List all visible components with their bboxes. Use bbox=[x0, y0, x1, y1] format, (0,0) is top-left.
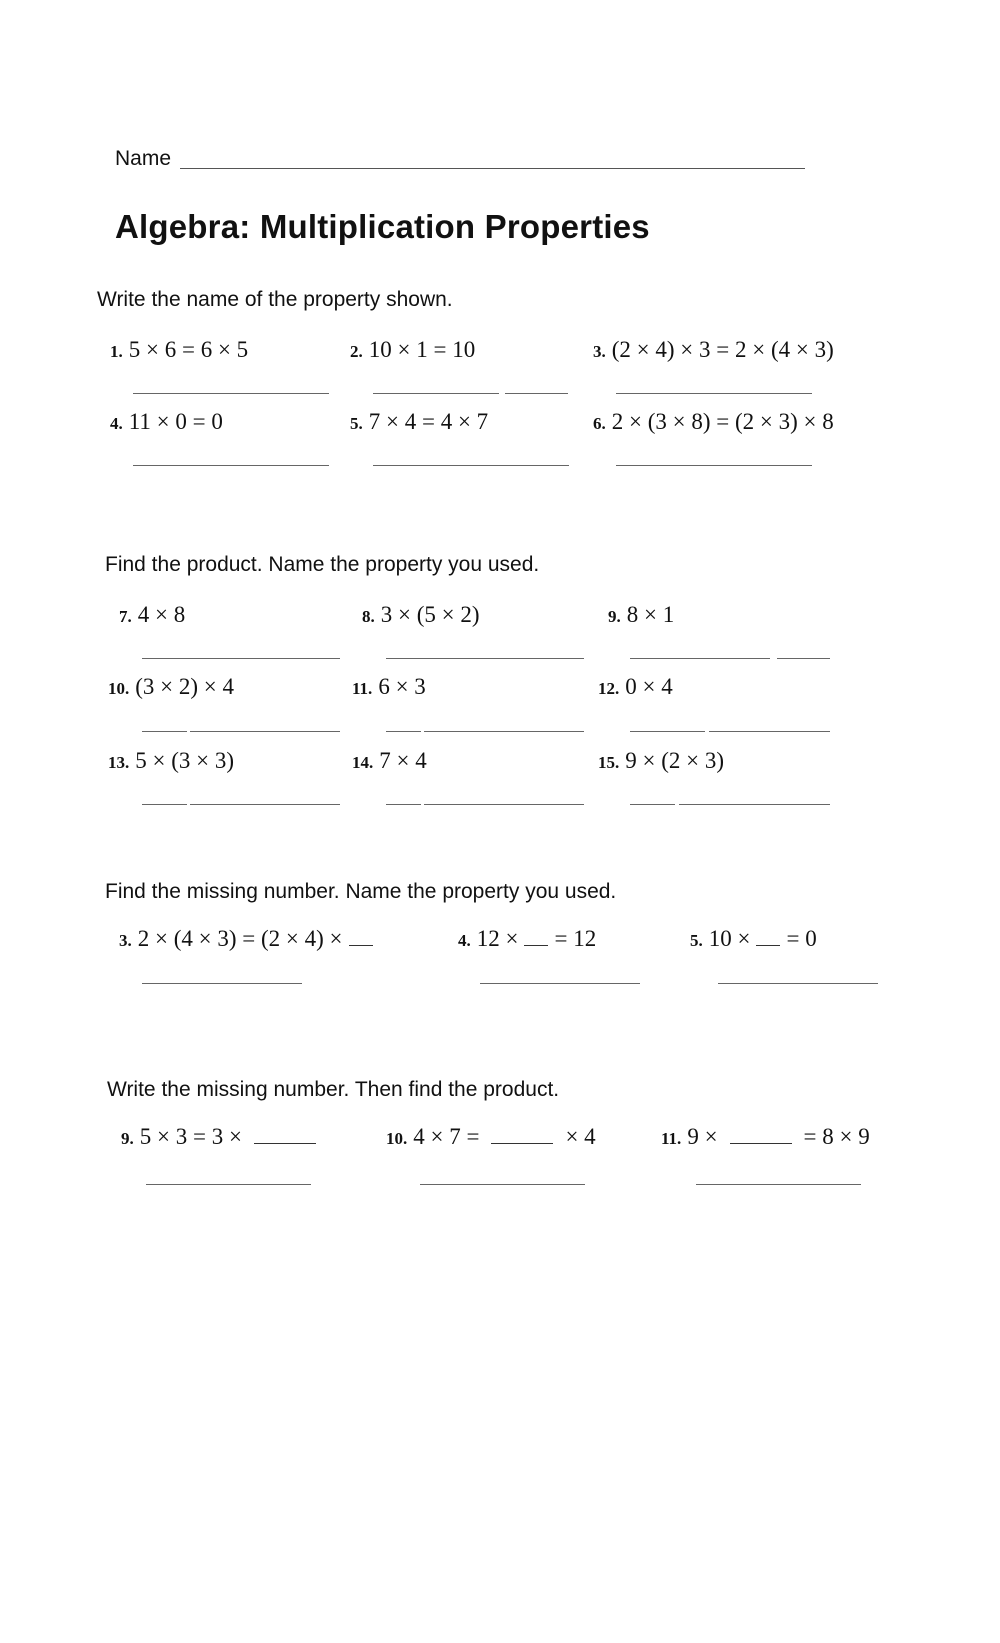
problem-left: 5 × 3 = 3 × bbox=[139, 1124, 242, 1149]
problem-expression: (3 × 2) × 4 bbox=[135, 674, 235, 699]
problem-number: 4. bbox=[110, 414, 123, 433]
answer-line-missing-5[interactable] bbox=[718, 983, 878, 984]
problem-number: 15. bbox=[598, 753, 620, 772]
answer-line-8[interactable] bbox=[386, 658, 584, 659]
problem-expression: 8 × 1 bbox=[626, 602, 675, 627]
problem-expression: 3 × (5 × 2) bbox=[380, 602, 480, 627]
problem-expression: 2 × (3 × 8) = (2 × 3) × 8 bbox=[611, 409, 834, 434]
problem-11 bbox=[352, 674, 426, 700]
answer-line-4[interactable] bbox=[133, 465, 329, 466]
problem-10 bbox=[108, 674, 234, 700]
answer-line-13a[interactable] bbox=[142, 804, 187, 805]
problem-number: 11. bbox=[352, 679, 373, 698]
answer-line-7[interactable] bbox=[142, 658, 340, 659]
answer-line-12a[interactable] bbox=[630, 731, 705, 732]
problem-14 bbox=[352, 748, 427, 774]
problem-8 bbox=[362, 602, 480, 628]
missing-number-blank[interactable] bbox=[730, 1142, 792, 1144]
problem-4 bbox=[110, 409, 223, 435]
missing-problem-4 bbox=[458, 926, 596, 952]
section3-instruction: Find the missing number. Name the property you used. bbox=[105, 880, 617, 903]
problem-expression: 6 × 3 bbox=[378, 674, 426, 699]
answer-line-9a[interactable] bbox=[630, 658, 770, 659]
missing-number-blank[interactable] bbox=[756, 944, 780, 946]
answer-line-2a[interactable] bbox=[373, 393, 499, 394]
problem-left: 9 × bbox=[687, 1124, 718, 1149]
product-problem-10 bbox=[386, 1124, 596, 1150]
answer-line-10a[interactable] bbox=[142, 731, 187, 732]
answer-line-missing-4[interactable] bbox=[480, 983, 640, 984]
missing-problem-5 bbox=[690, 926, 817, 952]
problem-number: 5. bbox=[690, 931, 703, 950]
problem-expression: 11 × 0 = 0 bbox=[128, 409, 223, 434]
problem-right: = 8 × 9 bbox=[803, 1124, 870, 1149]
section4-instruction: Write the missing number. Then find the product. bbox=[107, 1078, 560, 1101]
problem-3 bbox=[593, 337, 834, 363]
section1-instruction: Write the name of the property shown. bbox=[97, 288, 453, 311]
answer-line-10b[interactable] bbox=[190, 731, 340, 732]
problem-right: = 0 bbox=[786, 926, 817, 951]
name-answer-line[interactable] bbox=[180, 168, 805, 169]
problem-number: 10. bbox=[386, 1129, 408, 1148]
problem-1 bbox=[110, 337, 248, 363]
problem-expression: 4 × 8 bbox=[137, 602, 186, 627]
problem-expression: 9 × (2 × 3) bbox=[625, 748, 725, 773]
problem-7 bbox=[119, 602, 185, 628]
problem-number: 1. bbox=[110, 342, 123, 361]
problem-left: 12 × bbox=[476, 926, 519, 951]
problem-6 bbox=[593, 409, 834, 435]
answer-line-3[interactable] bbox=[616, 393, 812, 394]
answer-line-9b[interactable] bbox=[777, 658, 830, 659]
problem-number: 5. bbox=[350, 414, 363, 433]
problem-number: 3. bbox=[119, 931, 132, 950]
problem-left: 2 × (4 × 3) = (2 × 4) × bbox=[137, 926, 343, 951]
problem-number: 10. bbox=[108, 679, 130, 698]
problem-number: 6. bbox=[593, 414, 606, 433]
problem-expression: 10 × 1 = 10 bbox=[368, 337, 476, 362]
product-problem-9 bbox=[121, 1124, 322, 1150]
answer-line-product-11[interactable] bbox=[696, 1184, 861, 1185]
problem-number: 11. bbox=[661, 1129, 682, 1148]
answer-line-15b[interactable] bbox=[679, 804, 830, 805]
worksheet-title: Algebra: Multiplication Properties bbox=[115, 208, 650, 245]
problem-number: 4. bbox=[458, 931, 471, 950]
problem-13 bbox=[108, 748, 234, 774]
problem-2 bbox=[350, 337, 475, 363]
problem-left: 4 × 7 = bbox=[413, 1124, 480, 1149]
name-label: Name bbox=[115, 147, 172, 170]
answer-line-5[interactable] bbox=[373, 465, 569, 466]
missing-number-blank[interactable] bbox=[491, 1142, 553, 1144]
problem-number: 2. bbox=[350, 342, 363, 361]
problem-9 bbox=[608, 602, 674, 628]
problem-number: 13. bbox=[108, 753, 130, 772]
problem-number: 3. bbox=[593, 342, 606, 361]
answer-line-6[interactable] bbox=[616, 465, 812, 466]
section2-instruction: Find the product. Name the property you used. bbox=[105, 553, 540, 576]
problem-expression: 0 × 4 bbox=[625, 674, 673, 699]
answer-line-2b[interactable] bbox=[505, 393, 568, 394]
problem-left: 10 × bbox=[708, 926, 751, 951]
problem-number: 7. bbox=[119, 607, 132, 626]
answer-line-product-10[interactable] bbox=[420, 1184, 585, 1185]
answer-line-missing-3[interactable] bbox=[142, 983, 302, 984]
answer-line-1[interactable] bbox=[133, 393, 329, 394]
problem-5 bbox=[350, 409, 488, 435]
missing-number-blank[interactable] bbox=[349, 944, 373, 946]
answer-line-13b[interactable] bbox=[190, 804, 340, 805]
problem-right: × 4 bbox=[565, 1124, 596, 1149]
problem-expression: 5 × (3 × 3) bbox=[135, 748, 235, 773]
answer-line-12b[interactable] bbox=[709, 731, 830, 732]
answer-line-11a[interactable] bbox=[386, 731, 421, 732]
problem-number: 9. bbox=[608, 607, 621, 626]
answer-line-15a[interactable] bbox=[630, 804, 675, 805]
problem-right: = 12 bbox=[554, 926, 597, 951]
missing-number-blank[interactable] bbox=[254, 1142, 316, 1144]
answer-line-11b[interactable] bbox=[424, 731, 584, 732]
answer-line-product-9[interactable] bbox=[146, 1184, 311, 1185]
problem-number: 14. bbox=[352, 753, 374, 772]
missing-problem-3 bbox=[119, 926, 379, 952]
problem-expression: (2 × 4) × 3 = 2 × (4 × 3) bbox=[611, 337, 834, 362]
problem-15 bbox=[598, 748, 724, 774]
problem-expression: 5 × 6 = 6 × 5 bbox=[128, 337, 249, 362]
missing-number-blank[interactable] bbox=[524, 944, 548, 946]
problem-number: 12. bbox=[598, 679, 620, 698]
problem-expression: 7 × 4 bbox=[379, 748, 427, 773]
problem-number: 9. bbox=[121, 1129, 134, 1148]
problem-expression: 7 × 4 = 4 × 7 bbox=[368, 409, 489, 434]
product-problem-11 bbox=[661, 1124, 870, 1150]
answer-line-14a[interactable] bbox=[386, 804, 421, 805]
answer-line-14b[interactable] bbox=[424, 804, 584, 805]
problem-12 bbox=[598, 674, 673, 700]
problem-number: 8. bbox=[362, 607, 375, 626]
